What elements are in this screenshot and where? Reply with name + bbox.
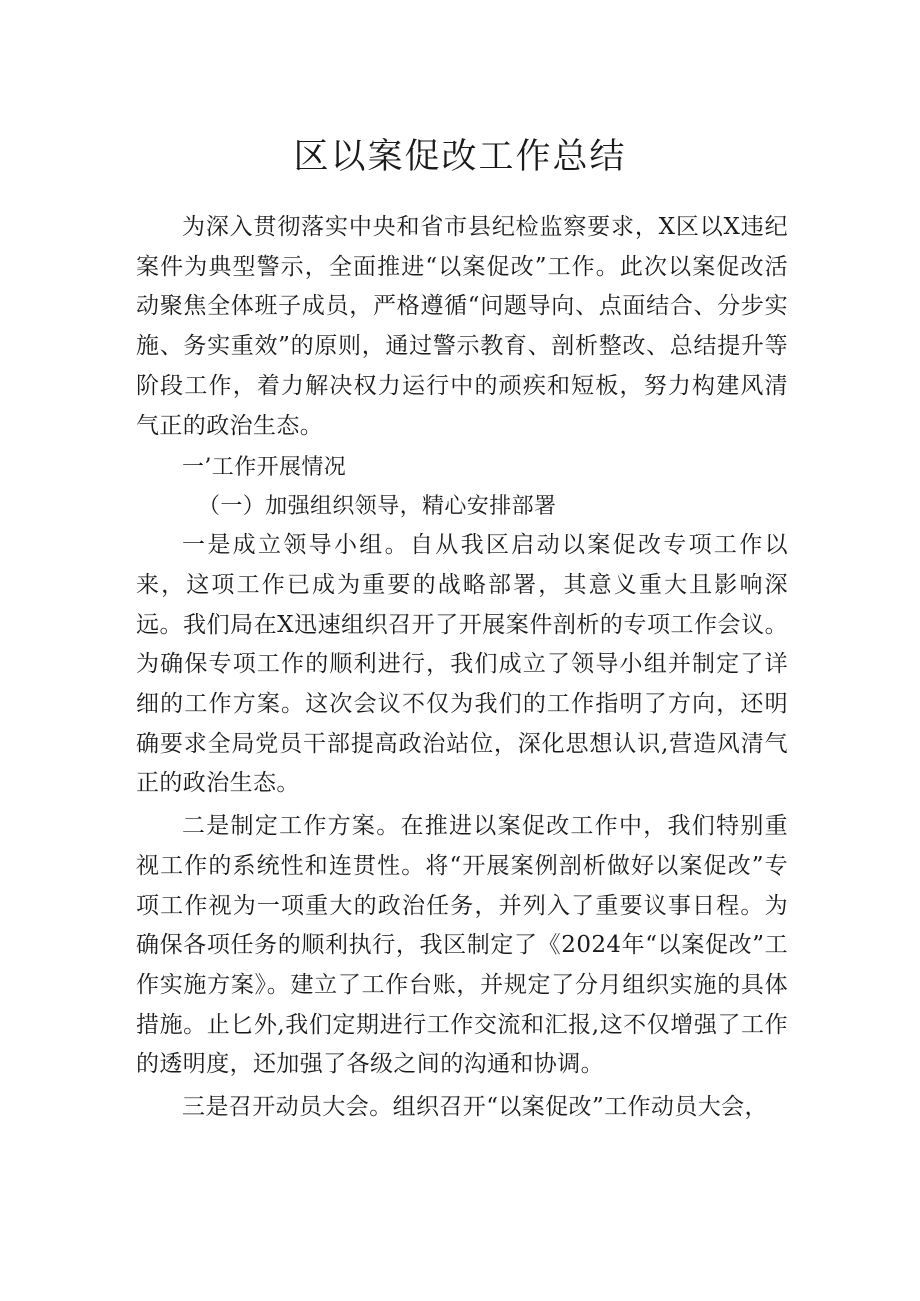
- paragraph-work-plan: 二是制定工作方案。在推进以案促改工作中，我们特别重视工作的系统性和连贯性。将“开展案例剖析做好以案促改”专项工作视为一项重大的政治任务，并列入了重要议事日程。为确保各项任务的顺利执行，我区制定了《2024年“以案促改”工作实施方案》。建立了工作台账，并规定了分月组织实施的具体措施。止匕外,我们定期进行工作交流和汇报,这不仅增强了工作的透明度，还加强了各级之间的沟通和协调。: [136, 813, 788, 1078]
- document-title: 区以案促改工作总结: [293, 137, 627, 177]
- intro-paragraph: 为深入贯彻落实中央和省市县纪检监察要求，X区以X违纪案件为典型警示，全面推进“以案促改”工作。此次以案促改活动聚焦全体班子成员，严格遵循“问题导向、点面结合、分步实施、务实重效”的原则，通过警示教育、剖析整改、总结提升等阶段工作，着力解决权力运行中的顽疾和短板，努力构建风清气正的政治生态。: [136, 214, 788, 439]
- document-body: [136, 208, 788, 1128]
- paragraph-mobilization-meeting: 三是召开动员大会。组织召开“以案促改”工作动员大会，: [182, 1094, 768, 1121]
- subsection-heading: （一）加强组织领导，精心安排部署: [198, 494, 557, 520]
- paragraph-leading-group: 一是成立领导小组。自从我区启动以案促改专项工作以来，这项工作已成为重要的战略部署，其意义重大且影响深远。我们局在X迅速组织召开了开展案件剖析的专项工作会议。为确保专项工作的顺利进行，我们成立了领导小组并制定了详细的工作方案。这次会议不仅为我们的工作指明了方向，还明确要求全局党员干部提高政治站位，深化思想认识,营造风清气正的政治生态。: [136, 532, 788, 797]
- section-heading: 一’工作开展情况: [182, 455, 347, 481]
